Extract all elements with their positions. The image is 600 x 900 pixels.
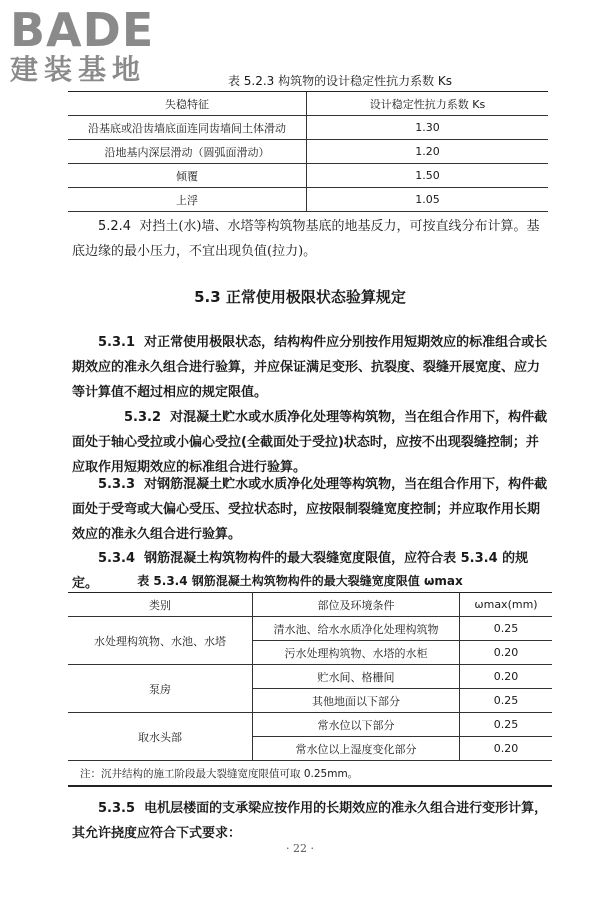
category-cell: 泵房	[68, 665, 253, 713]
condition-cell: 常水位以下部分	[253, 713, 460, 737]
paragraph-5-3-2	[72, 405, 550, 480]
table1-cell: 沿地基内深层滑动（圆弧面滑动）	[68, 140, 307, 164]
clause-text: 对混凝土贮水或水质净化处理等构筑物，当在组合作用下，构件截面处于轴心受拉或小偏心受拉(全截面处于受拉)状态时，应按不出现裂缝控制；并应取作用短期效应的标准组合进行验算。	[72, 410, 548, 475]
logo-subtitle: 建装基地	[10, 53, 147, 86]
table2-header: 类别	[68, 593, 253, 617]
condition-cell: 清水池、给水水质净化处理构筑物	[253, 617, 460, 641]
clause-number: 5.3.4	[98, 551, 136, 566]
limit-cell: 0.20	[460, 737, 553, 761]
table-row	[68, 140, 548, 164]
paragraph-5-3-3	[72, 472, 550, 547]
table-row	[68, 188, 548, 212]
crack-width-table	[68, 592, 552, 761]
table1-cell: 1.30	[307, 116, 549, 140]
limit-cell: 0.25	[460, 617, 553, 641]
clause-text: 对正常使用极限状态，结构构件应分别按作用短期效应的标准组合或长期效应的准永久组合进行验算，并应保证满足变形、抗裂度、裂缝开展宽度、应力等计算值不超过相应的规定限值。	[72, 335, 548, 400]
condition-cell: 常水位以上湿度变化部分	[253, 737, 460, 761]
paragraph-5-3-5	[72, 796, 550, 846]
table1-cell: 1.20	[307, 140, 549, 164]
logo-word: BADE	[10, 3, 155, 57]
limit-cell: 0.25	[460, 713, 553, 737]
section-title: 5.3 正常使用极限状态验算规定	[194, 288, 406, 306]
clause-number: 5.3.3	[98, 477, 136, 492]
clause-number: 5.3.1	[98, 335, 136, 350]
table1-header: 失稳特征	[68, 92, 307, 116]
clause-text: 对钢筋混凝土贮水或水质净化处理等构筑物，当在组合作用下，构件截面处于受弯或大偏心受压、受拉状态时，应按限制裂缝宽度控制；并应取作用长期效应的准永久组合进行验算。	[72, 477, 548, 542]
table-row	[68, 116, 548, 140]
clause-number: 5.3.5	[98, 801, 136, 816]
limit-cell: 0.20	[460, 641, 553, 665]
paragraph-5-3-1	[72, 330, 550, 405]
condition-cell: 贮水间、格栅间	[253, 665, 460, 689]
table1-header: 设计稳定性抗力系数 Ks	[307, 92, 549, 116]
clause-text: 电机层楼面的支承梁应按作用的长期效应的准永久组合进行变形计算，其允许挠度应符合下式要求：	[72, 801, 548, 841]
table-row	[68, 713, 552, 737]
table-note: 注：沉井结构的施工阶段最大裂缝宽度限值可取 0.25mm。	[80, 768, 359, 780]
table1-cell: 1.50	[307, 164, 549, 188]
clause-number: 5.3.2	[124, 410, 162, 425]
table-row	[68, 665, 552, 689]
table-row	[68, 164, 548, 188]
table1-cell: 沿基底或沿齿墙底面连同齿墙间土体滑动	[68, 116, 307, 140]
stability-table	[68, 91, 548, 212]
page-number: · 22 ·	[286, 842, 314, 855]
table2-header: 部位及环境条件	[253, 593, 460, 617]
category-cell: 水处理构筑物、水池、水塔	[68, 617, 253, 665]
table2-header: ωmax(mm)	[460, 593, 553, 617]
condition-cell: 污水处理构筑物、水塔的水柜	[253, 641, 460, 665]
table1-cell: 1.05	[307, 188, 549, 212]
clause-text: 对挡土(水)墙、水塔等构筑物基底的地基反力，可按直线分布计算。基底边缘的最小压力，不宜出现负值(拉力)。	[72, 219, 540, 259]
limit-cell: 0.20	[460, 665, 553, 689]
clause-number: 5.2.4	[98, 219, 132, 234]
table2-caption: 表 5.3.4 钢筋混凝土构筑物构件的最大裂缝宽度限值 ωmax	[137, 574, 463, 588]
condition-cell: 其他地面以下部分	[253, 689, 460, 713]
table1-caption: 表 5.2.3 构筑物的设计稳定性抗力系数 Ks	[227, 74, 453, 88]
table-bottom-rule	[68, 785, 552, 787]
clause-text: 钢筋混凝土构筑物构件的最大裂缝宽度限值，应符合表 5.3.4 的规定。	[72, 551, 529, 591]
table-row	[68, 617, 552, 641]
category-cell: 取水头部	[68, 713, 253, 761]
table1-cell: 倾覆	[68, 164, 307, 188]
paragraph-5-2-4	[72, 214, 550, 264]
table1-cell: 上浮	[68, 188, 307, 212]
limit-cell: 0.25	[460, 689, 553, 713]
